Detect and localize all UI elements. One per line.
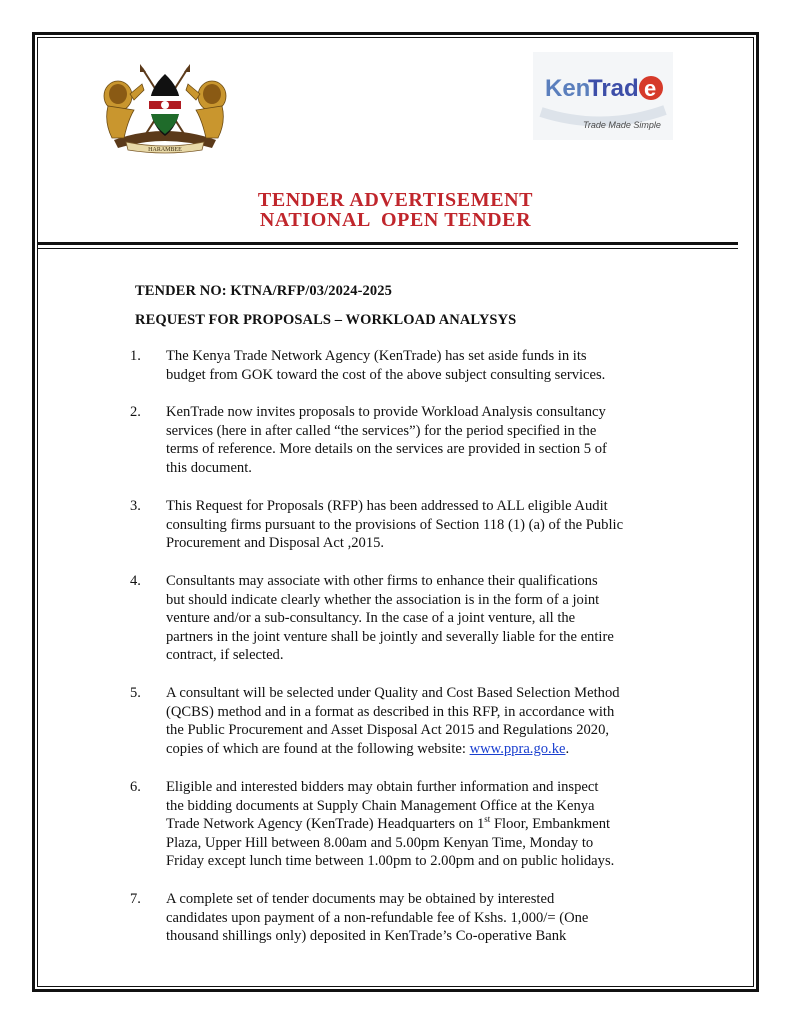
text-line: The Kenya Trade Network Agency (KenTrade) has set aside funds in its [166,348,587,364]
text-line: consulting firms pursuant to the provisions of Section 118 (1) (a) of the Public [166,516,624,533]
title-divider-thin [38,248,738,249]
kentrade-logo [533,52,673,140]
item-text [166,403,687,477]
text-line: This Request for Proposals (RFP) has been addressed to ALL eligible Audit [166,498,608,514]
text-line: A consultant will be selected under Quality and Cost Based Selection Method [166,685,620,701]
item-number: 2. [130,404,141,420]
text-line: Procurement and Disposal Act ,2015. [166,535,385,552]
text-line: candidates upon payment of a non-refundable fee of Kshs. 1,000/= (One [166,909,589,926]
text-line: the Public Procurement and Asset Disposal Act 2015 and Regulations 2020, [166,722,610,739]
text-line: contract, if selected. [166,647,284,664]
text-line: (QCBS) method and in a format as described in this RFP, in accordance with [166,703,615,720]
item-text [166,347,687,384]
tender-subject: REQUEST FOR PROPOSALS – WORKLOAD ANALYSYS [135,312,517,328]
item-number: 5. [130,685,141,701]
text-line: A complete set of tender documents may be obtained by interested [166,891,555,907]
text-line: partners in the joint venture shall be jointly and severally liable for the entire [166,628,614,645]
text-fragment: Floor, Embankment [490,816,611,833]
text-line: the bidding documents at Supply Chain Management Office at the Kenya [166,797,595,814]
text-line: thousand shillings only) deposited in KenTrade’s Co-operative Bank [166,928,567,945]
item-number: 6. [130,779,141,795]
text-line: terms of reference. More details on the services are provided in section 5 of [166,441,607,458]
item-text [166,890,687,946]
text-line [166,815,687,834]
text-line: venture and/or a sub-consultancy. In the case of a joint venture, all the [166,610,576,627]
text-line: services (here in after called “the services”) for the period specified in the [166,422,597,439]
text-line: Consultants may associate with other firms to enhance their qualifications [166,573,598,589]
logo-ken-text: Ken [545,75,591,102]
item-number: 1. [130,348,141,364]
text-line: Plaza, Upper Hill between 8.00am and 5.00pm Kenyan Time, Monday to [166,834,594,851]
ppra-website-link[interactable]: www.ppra.go.ke [469,740,566,757]
text-line: Eligible and interested bidders may obtain further information and inspect [166,779,599,795]
text-fragment: copies of which are found at the following website: [166,740,470,757]
text-fragment: Trade Network Agency (KenTrade) Headquarters on 1 [166,816,485,833]
text-line: KenTrade now invites proposals to provide Workload Analysis consultancy [166,404,606,420]
title-divider-thick [38,242,738,245]
superscript: st [484,814,491,825]
text-line: budget from GOK toward the cost of the above subject consulting services. [166,366,606,383]
tender-number: TENDER NO: KTNA/RFP/03/2024-2025 [135,283,392,299]
item-text [166,778,687,871]
logo-e-text: e [644,76,657,101]
coat-motto: HARAMBEE [148,147,182,153]
text-line: but should indicate clearly whether the association is in the form of a joint [166,591,600,608]
kenya-coat-of-arms [94,60,236,154]
text-line: this document. [166,459,252,476]
text-line: Friday except lunch time between 1.00pm to 2.00pm and on public holidays. [166,853,615,870]
text-line [166,740,687,759]
text-fragment: . [565,740,570,757]
item-text [166,684,687,758]
logo-trade-text: Trad [588,75,639,102]
logo-tagline: Trade Made Simple [583,120,661,130]
item-number: 4. [130,573,141,589]
item-text [166,572,687,665]
item-text [166,497,687,553]
item-number: 7. [130,891,141,907]
title-line-2: NATIONAL OPEN TENDER [259,209,532,231]
item-number: 3. [130,498,141,514]
title-line-1: TENDER ADVERTISEMENT [257,189,534,211]
